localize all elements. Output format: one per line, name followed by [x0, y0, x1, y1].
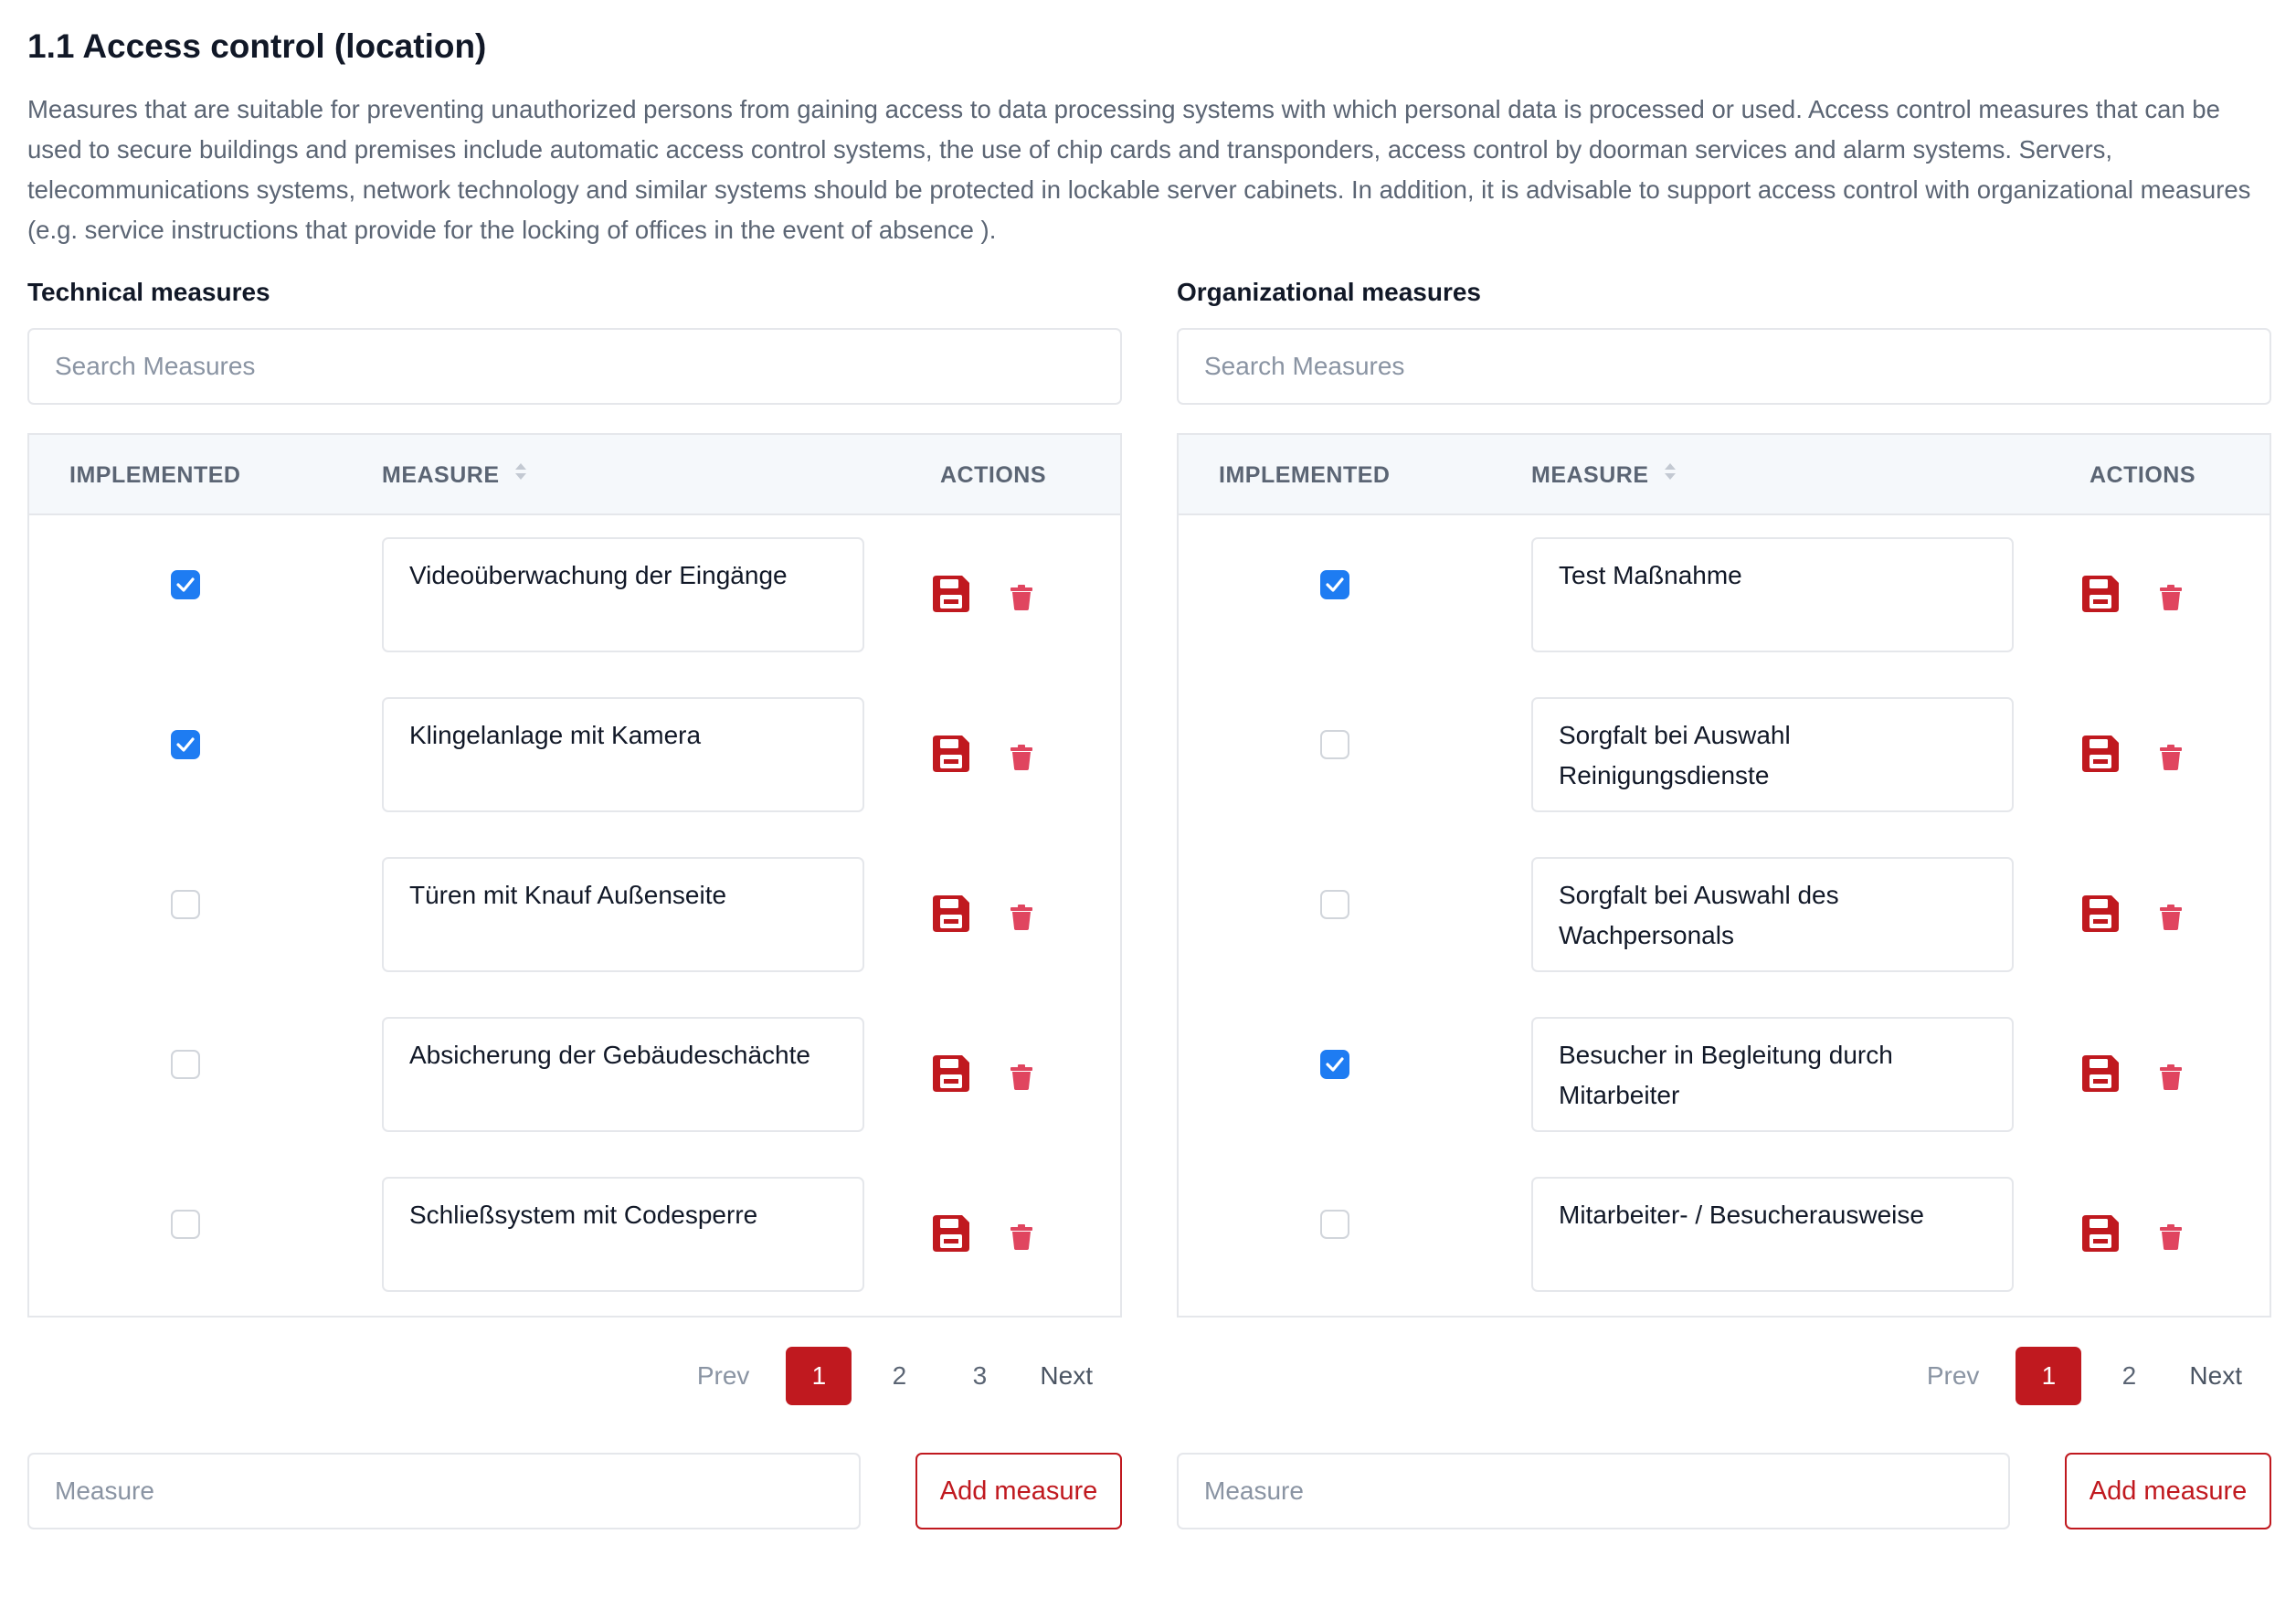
trash-icon[interactable]: [2160, 1064, 2182, 1090]
table-row: [29, 675, 1120, 835]
section-title: 1.1 Access control (location): [27, 27, 487, 65]
table-row: [29, 515, 1120, 675]
measure-text-field[interactable]: Sorgfalt bei Auswahl Reinigungsdienste: [1531, 697, 2014, 812]
column-header-measure-label: MEASURE: [1531, 462, 1649, 488]
table-header: [1179, 433, 2270, 515]
implemented-checkbox[interactable]: [171, 570, 200, 599]
pagination-next[interactable]: Next: [2189, 1361, 2242, 1390]
pagination-page[interactable]: 1: [2016, 1347, 2081, 1405]
trash-icon[interactable]: [1010, 585, 1032, 610]
pagination-page[interactable]: 1: [786, 1347, 852, 1405]
pagination-prev[interactable]: Prev: [696, 1361, 750, 1390]
save-icon[interactable]: [2080, 1213, 2121, 1254]
save-icon[interactable]: [931, 1213, 971, 1254]
organizational-measures-title: Organizational measures: [1177, 278, 1482, 306]
table-header: [29, 433, 1120, 515]
save-icon[interactable]: [2080, 574, 2121, 614]
save-icon[interactable]: [2080, 1053, 2121, 1094]
pagination-page[interactable]: 3: [972, 1361, 988, 1390]
trash-icon[interactable]: [1010, 745, 1032, 770]
trash-icon[interactable]: [2160, 1224, 2182, 1250]
save-icon[interactable]: [931, 734, 971, 774]
column-header-measure[interactable]: [382, 435, 529, 515]
trash-icon[interactable]: [2160, 585, 2182, 610]
table-row: [1179, 995, 2270, 1155]
measure-text-field[interactable]: Test Maßnahme: [1531, 537, 2014, 652]
technical-pagination: [697, 1347, 1122, 1405]
sort-icon[interactable]: [1662, 434, 1678, 514]
organizational-search-input[interactable]: [1177, 328, 2271, 405]
column-header-implemented: IMPLEMENTED: [1219, 462, 1391, 488]
column-header-actions: ACTIONS: [940, 462, 1046, 488]
sort-icon[interactable]: [513, 434, 529, 514]
implemented-checkbox[interactable]: [171, 1050, 200, 1079]
technical-measures-table: [27, 433, 1122, 1318]
save-icon[interactable]: [2080, 734, 2121, 774]
implemented-checkbox[interactable]: [1320, 1050, 1349, 1079]
save-icon[interactable]: [931, 574, 971, 614]
save-icon[interactable]: [931, 894, 971, 934]
pagination-next[interactable]: Next: [1040, 1361, 1093, 1390]
pagination-page[interactable]: 2: [892, 1361, 907, 1390]
implemented-checkbox[interactable]: [1320, 570, 1349, 599]
technical-measures-panel: [27, 274, 1122, 1506]
column-header-measure-label: MEASURE: [382, 462, 500, 488]
measure-text-field[interactable]: Videoüberwachung der Eingänge: [382, 537, 864, 652]
table-row: [1179, 515, 2270, 675]
table-row: [1179, 835, 2270, 995]
organizational-measures-panel: [1177, 274, 2271, 1506]
implemented-checkbox[interactable]: [171, 890, 200, 919]
table-row: [1179, 675, 2270, 835]
implemented-checkbox[interactable]: [1320, 890, 1349, 919]
measure-text-field[interactable]: Klingelanlage mit Kamera: [382, 697, 864, 812]
trash-icon[interactable]: [1010, 905, 1032, 930]
organizational-measures-table: [1177, 433, 2271, 1318]
save-icon[interactable]: [931, 1053, 971, 1094]
organizational-add-measure-button[interactable]: Add measure: [2065, 1453, 2271, 1529]
implemented-checkbox[interactable]: [171, 730, 200, 759]
measure-text-field[interactable]: Türen mit Knauf Außenseite: [382, 857, 864, 972]
technical-add-measure-button[interactable]: Add measure: [915, 1453, 1122, 1529]
save-icon[interactable]: [2080, 894, 2121, 934]
technical-measures-title: Technical measures: [27, 278, 270, 306]
pagination-page[interactable]: 2: [2121, 1361, 2137, 1390]
measure-text-field[interactable]: Mitarbeiter- / Besucherausweise: [1531, 1177, 2014, 1292]
implemented-checkbox[interactable]: [171, 1210, 200, 1239]
measure-text-field[interactable]: Schließsystem mit Codesperre: [382, 1177, 864, 1292]
trash-icon[interactable]: [2160, 745, 2182, 770]
implemented-checkbox[interactable]: [1320, 730, 1349, 759]
pagination-prev[interactable]: Prev: [1926, 1361, 1980, 1390]
measure-text-field[interactable]: Absicherung der Gebäudeschächte: [382, 1017, 864, 1132]
table-row: [29, 835, 1120, 995]
table-row: [1179, 1155, 2270, 1315]
table-row: [29, 995, 1120, 1155]
technical-search-input[interactable]: [27, 328, 1122, 405]
measure-text-field[interactable]: Sorgfalt bei Auswahl des Wachpersonals: [1531, 857, 2014, 972]
column-header-measure[interactable]: [1531, 435, 1678, 515]
trash-icon[interactable]: [1010, 1064, 1032, 1090]
measure-text-field[interactable]: Besucher in Begleitung durch Mitarbeiter: [1531, 1017, 2014, 1132]
table-row: [29, 1155, 1120, 1315]
section-description: Measures that are suitable for preventing unauthorized persons from gaining access to data processing systems with which personal data is processed or used. Access control measures that can be used to secure buildings and premises include automatic access control systems, the use of chip cards and transponders, access control by doorman services and alarm systems. Servers, telecommunications systems, network technology and similar systems should be protected in lockable server cabinets. In addition, it is advisable to support access control with organizational measures (e.g. service instructions that provide for the locking of offices in the event of absence ).: [27, 95, 2251, 244]
trash-icon[interactable]: [1010, 1224, 1032, 1250]
trash-icon[interactable]: [2160, 905, 2182, 930]
technical-new-measure-input[interactable]: [27, 1453, 861, 1529]
column-header-actions: ACTIONS: [2090, 462, 2195, 488]
column-header-implemented: IMPLEMENTED: [69, 462, 241, 488]
organizational-pagination: [1927, 1347, 2271, 1405]
organizational-new-measure-input[interactable]: [1177, 1453, 2010, 1529]
implemented-checkbox[interactable]: [1320, 1210, 1349, 1239]
